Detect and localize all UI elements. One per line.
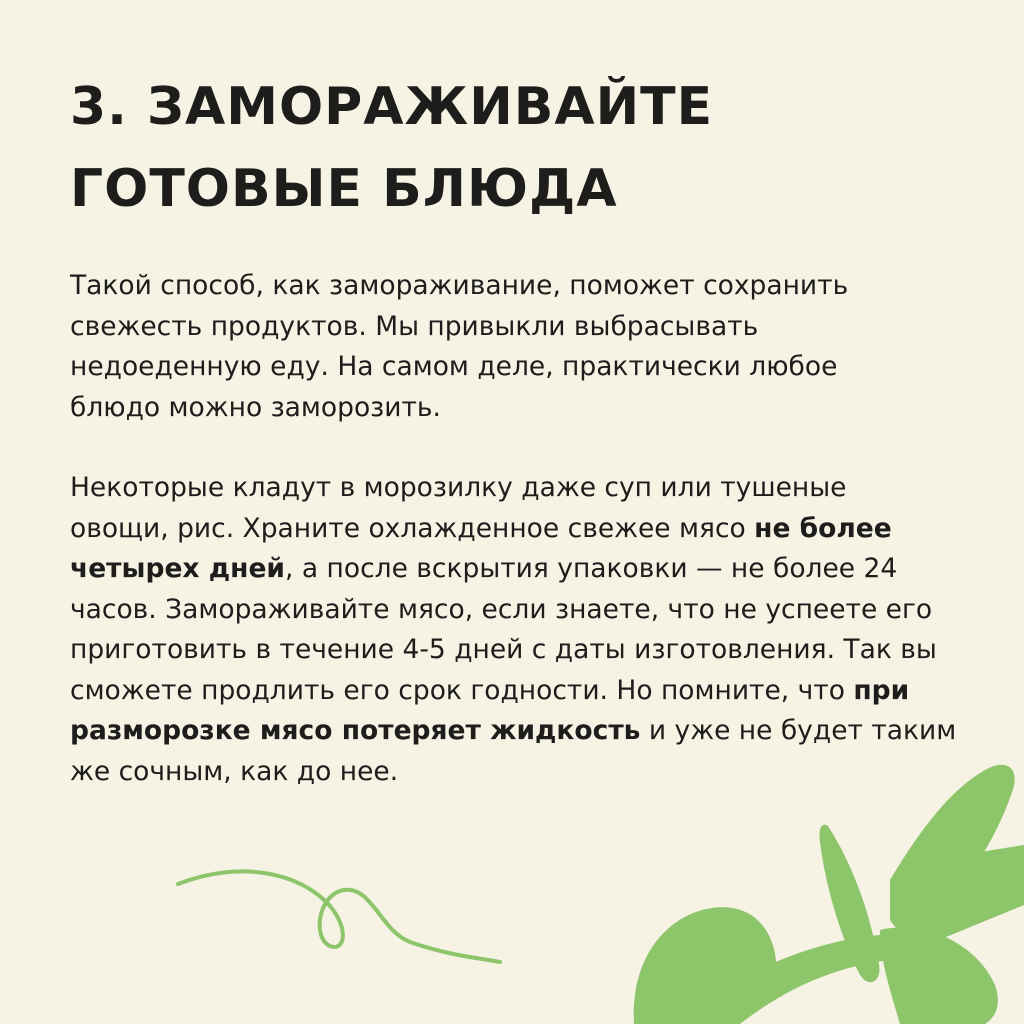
text-line: блюдо можно заморозить. xyxy=(70,391,441,423)
text-fragment: Некоторые кладут в морозилку даже суп или тушеные xyxy=(70,472,847,503)
text-line xyxy=(70,590,1000,631)
text-line: свежесть продуктов. Мы привыкли выбрасывать xyxy=(70,310,759,342)
paragraph-intro xyxy=(70,266,1000,428)
text-line: недоеденную еду. На самом деле, практически любое xyxy=(70,351,838,382)
title-line-1: 3. ЗАМОРАЖИВАЙТЕ xyxy=(70,77,714,137)
text-fragment: же сочным, как до нее. xyxy=(70,755,399,787)
leaf-pointed xyxy=(819,825,879,982)
text-fragment: , а после вскрытия упаковки — не более 24 xyxy=(285,553,898,584)
text-line xyxy=(70,711,1000,752)
text-fragment: и уже не будет таким xyxy=(640,715,957,746)
tendril-curl xyxy=(178,871,500,962)
title-line-2: ГОТОВЫЕ БЛЮДА xyxy=(70,159,618,219)
page-title xyxy=(70,66,970,230)
paragraph-meat-storage xyxy=(70,468,1000,792)
bold-emphasis: не более xyxy=(754,512,892,544)
plant-stem xyxy=(700,880,1024,1024)
leaf-round xyxy=(634,907,776,1024)
leaf-lower-right xyxy=(880,927,998,1024)
text-line xyxy=(70,671,1000,712)
leaf-right xyxy=(930,845,1024,930)
text-line xyxy=(70,468,1000,509)
bold-emphasis: при xyxy=(853,674,910,706)
text-line xyxy=(70,509,1000,550)
text-fragment: часов. Замораживайте мясо, если знаете, что не успеете его xyxy=(70,593,933,625)
bold-emphasis: четырех дней xyxy=(70,553,286,584)
text-line xyxy=(70,630,1000,671)
text-fragment: приготовить в течение 4-5 дней с даты изготовления. Так вы xyxy=(70,634,937,665)
text-fragment: сможете продлить его срок годности. Но помните, что xyxy=(70,674,854,706)
bold-emphasis: разморозке мясо потеряет жидкость xyxy=(70,715,641,746)
text-fragment: овощи, рис. Храните охлажденное свежее мясо xyxy=(70,512,755,544)
text-line xyxy=(70,549,1000,590)
text-line xyxy=(70,752,1000,793)
text-line: Такой способ, как замораживание, поможет сохранить xyxy=(70,270,849,301)
